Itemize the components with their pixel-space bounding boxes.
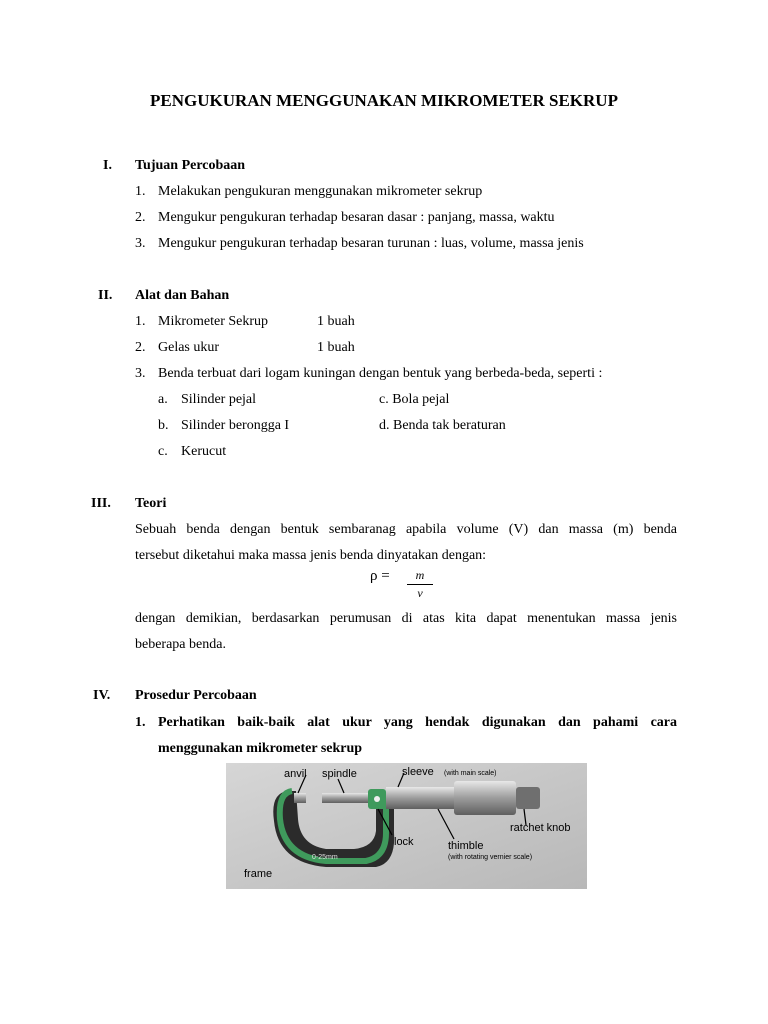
section-1-number: I. [103,158,112,173]
label-thimble: thimble [448,840,484,852]
item-quantity: 1 buah [317,314,355,329]
label-thimble-note: (with rotating vernier scale) [448,854,533,861]
label-frame: frame [244,868,273,880]
step-text-line: menggunakan mikrometer sekrup [158,741,363,756]
section-4-number: IV. [93,688,111,703]
list-number: 2. [135,210,146,225]
spindle [322,793,370,803]
thimble [454,781,516,815]
sleeve [386,787,456,809]
section-2-heading: Alat dan Bahan [135,288,230,303]
density-formula-fraction [407,568,433,601]
list-item: Benda terbuat dari logam kuningan dengan bentuk yang berbeda-beda, seperti : [158,366,603,381]
theory-paragraph-line: tersebut diketahui maka massa jenis benda dinyatakan dengan: [135,548,487,563]
list-item: Mengukur pengukuran terhadap besaran turunan : luas, volume, massa jenis [158,236,584,251]
label-lock: lock [394,836,414,848]
sublist-letter: c. [158,444,168,459]
list-number: 2. [135,340,146,355]
page-title: PENGUKURAN MENGGUNAKAN MIKROMETER SEKRUP [150,91,618,110]
step-number: 1. [135,715,146,730]
sublist-item: Silinder pejal [181,392,257,407]
label-spindle: spindle [322,768,357,780]
sublist-item: Silinder berongga I [181,418,290,433]
label-sleeve-note: (with main scale) [444,770,497,777]
anvil [294,793,306,803]
lock-dot [374,796,380,802]
item-quantity: 1 buah [317,340,355,355]
section-4-heading: Prosedur Percobaan [135,688,257,703]
section-1-heading: Tujuan Percobaan [135,158,246,173]
micrometer-photo [226,763,587,889]
theory-paragraph-line: Sebuah benda dengan bentuk sembaranag apabila volume (V) dan massa (m) benda [135,522,677,537]
list-number: 3. [135,236,146,251]
theory-paragraph-line: beberapa benda. [135,637,226,652]
sublist-item: d. Benda tak beraturan [379,418,506,433]
label-ratchet-knob: ratchet knob [510,822,571,834]
list-item: Mikrometer Sekrup [158,314,269,329]
formula-denominator: v [417,586,423,600]
list-number: 3. [135,366,146,381]
sublist-item: c. Bola pejal [379,392,450,407]
label-anvil: anvil [284,768,307,780]
density-formula-lhs: ρ = [370,568,390,584]
step-text-line: Perhatikan baik-baik alat ukur yang hendak digunakan dan pahami cara [158,715,677,730]
list-number: 1. [135,314,146,329]
section-3-number: III. [91,496,111,511]
sublist-letter: a. [158,392,168,407]
section-3-heading: Teori [135,496,167,511]
sublist-letter: b. [158,418,169,433]
formula-numerator: m [415,568,425,582]
frame-stamp: 0-25mm [312,854,338,861]
label-sleeve: sleeve [402,766,434,778]
list-number: 1. [135,184,146,199]
section-2-number: II. [98,288,113,303]
list-item: Melakukan pengukuran menggunakan mikrometer sekrup [158,184,483,199]
theory-paragraph-line: dengan demikian, berdasarkan perumusan di atas kita dapat menentukan massa jenis [135,611,677,626]
list-item: Mengukur pengukuran terhadap besaran dasar : panjang, massa, waktu [158,210,555,225]
sublist-item: Kerucut [181,444,227,459]
ratchet-knob [516,787,540,809]
fraction-bar [407,584,433,585]
list-item: Gelas ukur [158,340,220,355]
